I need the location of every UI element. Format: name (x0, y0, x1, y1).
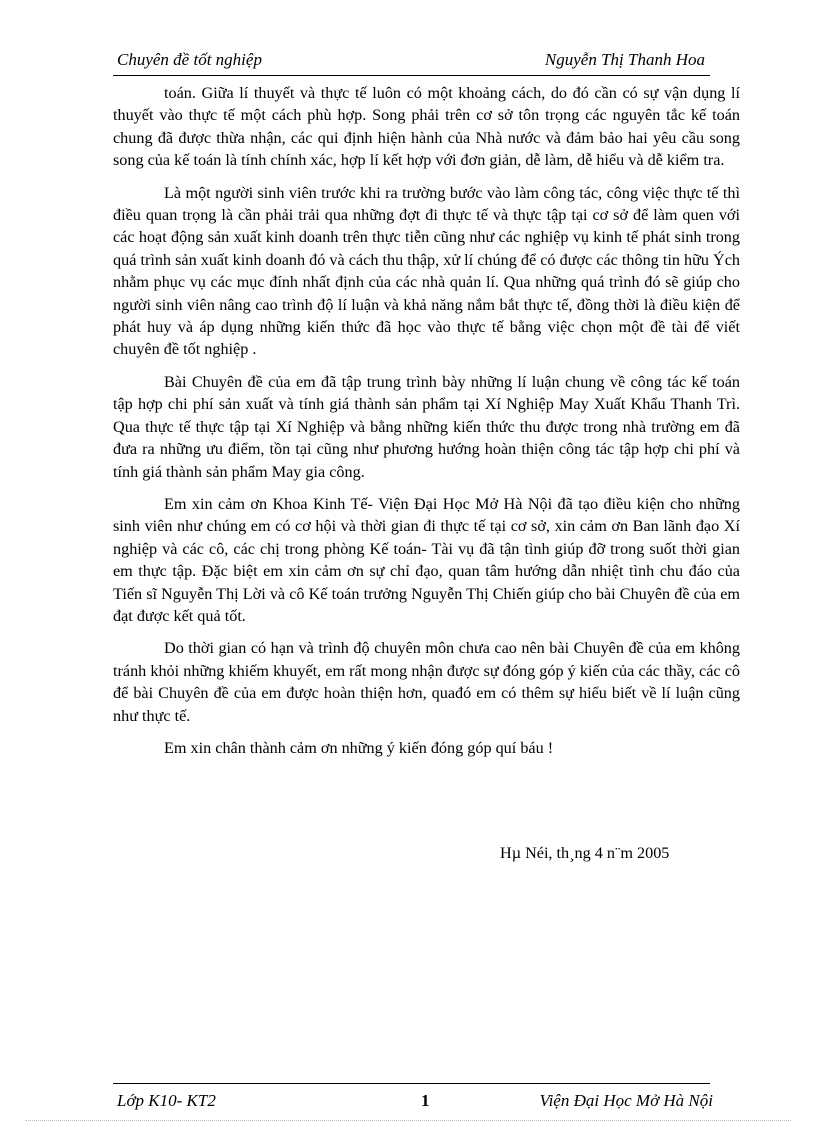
paragraph-content: Bài Chuyên đề của em đã tập trung trình bày những lí luận chung về công tác kế toán tập hợp chi phí sản xuất và tính giá thành sản phẩm tại Xí Nghiệp May Xuất Khẩu Thanh Trì. Qua thực tế thực tập tại Xí Nghiệp và bằng những kiến thức thu được trong nhà trường em đã đưa ra những ưu điểm, tồn tại cũng như phương hướng hoàn thiện công tác tập hợp chi phí và tính giá thành sản phẩm May gia công. (113, 372, 740, 481)
footer-divider (113, 1083, 710, 1084)
footer-institution: Viện Đại Học Mở Hà Nội (539, 1091, 713, 1110)
header-title: Chuyên đề tốt nghiệp (117, 50, 262, 69)
page-header (117, 50, 707, 72)
paragraph-internship: Là một người sinh viên trước khi ra trường bước vào làm công tác, công việc thực tế thì điều quan trọng là cần phải trải qua những đợt đi thực tế và thực tập tại cơ sở để làm quen với các hoạt động sản xuất kinh doanh trên thực tiễn cũng như các nghiệp vụ kinh tế phát sinh trong quá trình sản xuất kinh doanh đó và cách thu thập, xử lí chúng để có được các thông tin hữu Ých nhằm phục vụ các mục đính nhất định của các nhà quản lí. Qua những quá trình đó sẽ giúp cho người sinh viên nâng cao trình độ lí luận và khả năng nắm bắt thực tế, đồng thời là điều kiện để phát huy và áp dụng những kiến thức đã học vào thực tế bằng việc chọn một đề tài để viết chuyên đề tốt nghiệp . (113, 183, 740, 359)
paragraph-thanks: Em xin cảm ơn Khoa Kinh Tế- Viện Đại Học Mở Hà Nội đã tạo điều kiện cho những sinh viên như chúng em có cơ hội và thời gian đi thực tế tại cơ sở, xin cảm ơn Ban lãnh đạo Xí nghiệp và các cô, các chị trong phòng Kế toán- Tài vụ đã tận tình giúp đỡ trong suốt thời gian em thực tập. Đặc biệt em xin cảm ơn sự chỉ đạo, quan tâm hướng dẫn nhiệt tình chu đáo của Tiến sĩ Nguyễn Thị Lời và cô Kế toán trưởng Nguyễn Thị Chiến giúp cho bài Chuyên đề của em đạt được kết quả tốt. (113, 494, 740, 625)
page-number: 1 (421, 1091, 430, 1110)
page-boundary (25, 1120, 791, 1121)
header-divider (113, 75, 710, 76)
header-author: Nguyễn Thị Thanh Hoa (544, 50, 705, 69)
paragraph-limitations: Do thời gian có hạn và trình độ chuyên môn chưa cao nên bài Chuyên đề của em không tránh khỏi những khiếm khuyết, em rất mong nhận được sự đóng góp ý kiến của các thầy, các cô để bài Chuyên đề của em được hoàn thiện hơn, quađó em có thêm sự hiểu biết về lí luận cũng như thực tế. (113, 639, 740, 725)
document-body (113, 82, 740, 769)
footer-class: Lớp K10- KT2 (117, 1091, 216, 1110)
paragraph-closing: Em xin chân thành cảm ơn những ý kiến đóng góp quí báu ! (164, 738, 554, 757)
date-signature: Hµ Néi, th¸ng 4 n¨m 2005 (500, 844, 670, 862)
paragraph-intro: toán. Giữa lí thuyết và thực tế luôn có một khoảng cách, do đó cần có sự vận dụng lí thuyết vào thực tế một cách phù hợp. Song phải trên cơ sở tôn trọng các nguyên tắc kế toán chung đã được thừa nhận, các qui định hiện hành của Nhà nước và đảm bảo hai yêu cầu song song của kế toán là tính chính xác, hợp lí kết hợp với đơn giản, dễ làm, dễ hiểu và dễ kiểm tra. (113, 84, 740, 170)
page-footer (117, 1091, 713, 1113)
